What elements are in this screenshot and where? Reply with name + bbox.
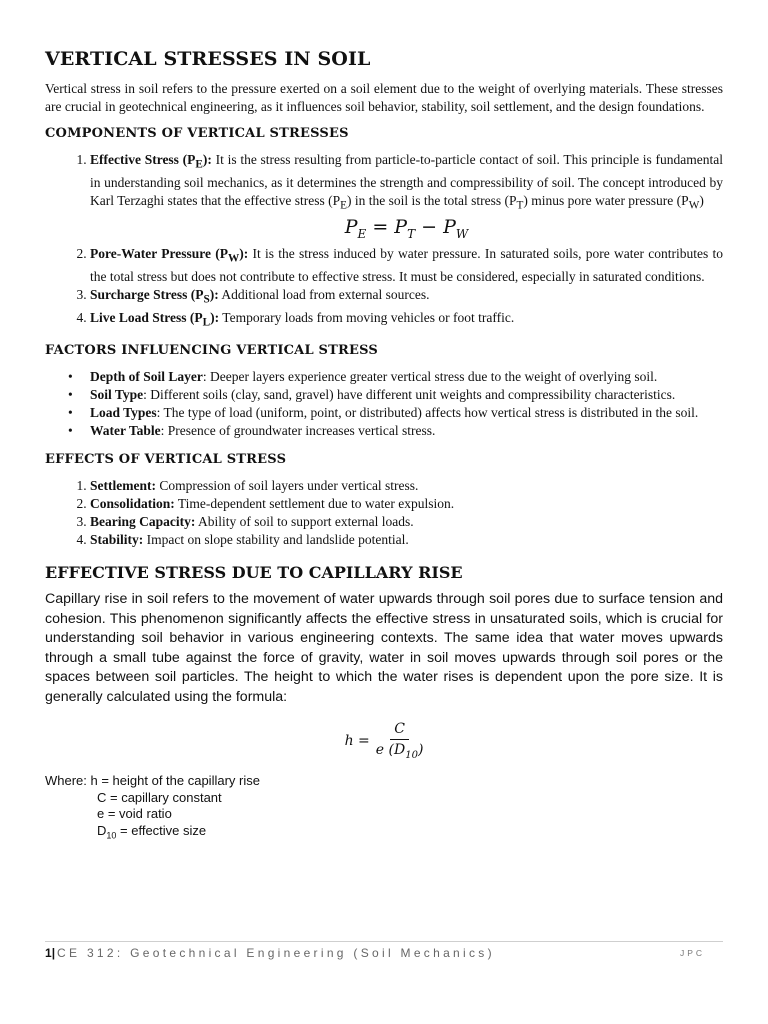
bullet-icon: •: [68, 387, 73, 403]
components-list: [45, 151, 723, 331]
course-title: CE 312: Geotechnical Engineering (Soil Mechanics): [57, 946, 495, 960]
list-item: • Soil Type: Different soils (clay, sand, gravel) have different unit weights and compressibility characteristics.: [68, 387, 676, 403]
item-term: Effective Stress $(P_E)$:: [90, 152, 212, 171]
list-item: 2. Pore-Water Pressure $(P_W)$: It is the stress induced by water pressure. In saturated soils, pore water contributes to the total stress but does not contribute to effective stress. It must be considered, especially in saturated conditions.: [90, 245, 723, 286]
list-item: 4. Live Load Stress $(P_L)$: Temporary loads from moving vehicles or foot traffic.: [90, 309, 723, 332]
item-term: Surcharge Stress $(P_S)$:: [90, 286, 219, 306]
page-footer: 1| CE 312: Geotechnical Engineering (Soil Mechanics) JPC: [45, 941, 723, 960]
bullet-icon: •: [68, 369, 73, 385]
document-page: [45, 48, 723, 844]
formula-legend: Where: h = height of the capillary rise C = capillary constant e = void ratio $D_{10}$ = effective size: [45, 773, 260, 841]
list-item: • Depth of Soil Layer: Deeper layers experience greater vertical stress due to the weight of overlying soil.: [68, 369, 658, 385]
item-term: Live Load Stress $(P_L)$:: [90, 309, 220, 329]
page-title: VERTICAL STRESSES IN SOIL: [45, 48, 371, 70]
bullet-icon: •: [68, 405, 73, 421]
list-item: • Load Types: The type of load (uniform, point, or distributed) affects how vertical stress is distributed in the soil.: [68, 405, 699, 421]
effects-list: [45, 477, 723, 549]
factors-heading: FACTORS INFLUENCING VERTICAL STRESS: [45, 343, 378, 359]
capillary-formula: h = $\frac{C}{e (D_{10})}$: [344, 721, 424, 762]
list-item: 2. Consolidation: Time-dependent settlement due to water expulsion.: [90, 495, 723, 513]
effects-heading: EFFECTS OF VERTICAL STRESS: [45, 452, 287, 468]
effective-stress-formula: $P_E = P_T - P_W$: [344, 216, 469, 242]
item-term: Pore-Water Pressure $(P_W)$:: [90, 246, 249, 265]
list-item: 4. Stability: Impact on slope stability and landslide potential.: [90, 531, 723, 549]
list-item: 1. Settlement: Compression of soil layers under vertical stress.: [90, 477, 723, 495]
factors-list: [45, 368, 723, 440]
author-initials: JPC: [679, 948, 705, 958]
list-item: • Water Table: Presence of groundwater increases vertical stress.: [68, 423, 436, 439]
list-item: 3. Bearing Capacity: Ability of soil to support external loads.: [90, 513, 723, 531]
capillary-heading: EFFECTIVE STRESS DUE TO CAPILLARY RISE: [45, 563, 463, 583]
capillary-paragraph: Capillary rise in soil refers to the movement of water upwards through soil pores due to surface tension and cohesion. This phenomenon significantly affects the effective stress in unsaturated soils, which is crucial for understanding soil behavior in various engineering contexts. The same idea that water moves upwards through a small tube against the force of gravity, water in soil moves upwards through soil pores or the spaces between soil particles. The height to which the water rises is dependent upon the pore size. It is generally calculated using the formula:: [45, 591, 723, 705]
bullet-icon: •: [68, 423, 73, 439]
components-heading: COMPONENTS OF VERTICAL STRESSES: [45, 126, 349, 141]
page-number: 1: [45, 946, 52, 960]
list-item: 1. Effective Stress $(P_E)$: It is the stress resulting from particle-to-particle contact of soil. This principle is fundamental in understanding soil mechanics, as it determines the strength and compressibility of soil. The concept introduced by Karl Terzaghi states that the effective stress $(P_E)$ in the soil is the total stress $(P_T)$ minus pore water pressure $(P_W)$ $P_E = P_T - P_W$: [90, 151, 723, 243]
intro-paragraph: Vertical stress in soil refers to the pressure exerted on a soil element due to the weight of overlying materials. These stresses are crucial in geotechnical engineering, as it influences soil behavior, stability, soil settlement, and the design foundations.: [45, 81, 723, 114]
list-item: 3. Surcharge Stress $(P_S)$: Additional load from external sources.: [90, 286, 723, 309]
